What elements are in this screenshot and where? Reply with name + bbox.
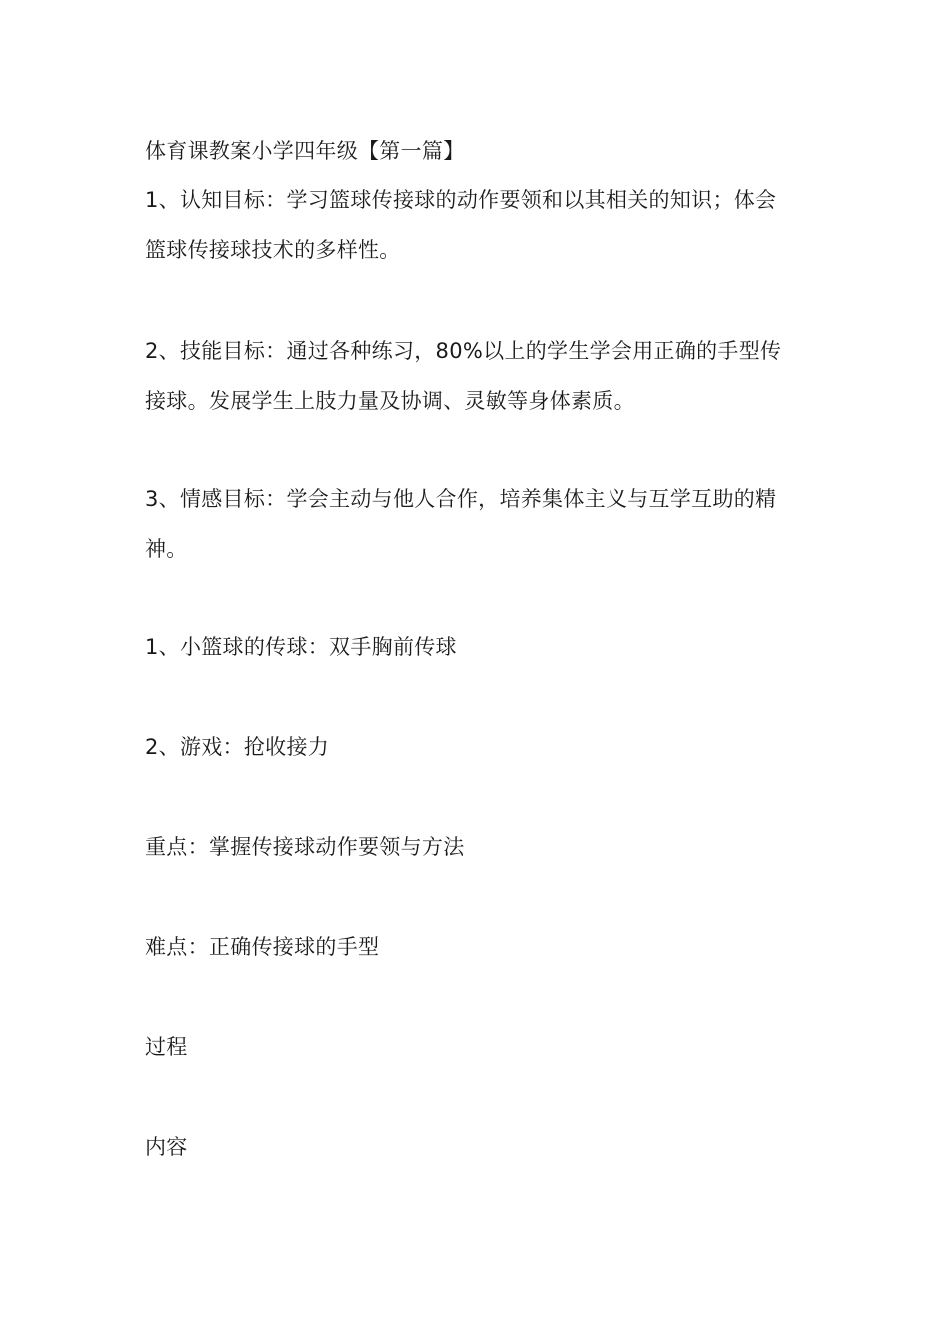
- content-label: 内容: [145, 1135, 188, 1159]
- skill-objective-line-2: 接球。发展学生上肢力量及协调、灵敏等身体素质。: [145, 389, 635, 413]
- affective-objective-line-1: 3、情感目标：学会主动与他人合作，培养集体主义与互学互助的精: [145, 487, 777, 511]
- process-label: 过程: [145, 1035, 188, 1059]
- document-title: 体育课教案小学四年级【第一篇】: [145, 139, 465, 163]
- content-item-2: 2、游戏：抢收接力: [145, 735, 330, 759]
- difficulty-point: 难点：正确传接球的手型: [145, 935, 380, 959]
- cognitive-objective-line-2: 篮球传接球技术的多样性。: [145, 238, 401, 262]
- content-item-1: 1、小篮球的传球：双手胸前传球: [145, 635, 457, 659]
- key-point: 重点：掌握传接球动作要领与方法: [145, 835, 465, 859]
- cognitive-objective-line-1: 1、认知目标：学习篮球传接球的动作要领和以其相关的知识；体会: [145, 188, 777, 212]
- skill-objective-line-1: 2、技能目标：通过各种练习，80%以上的学生学会用正确的手型传: [145, 339, 782, 363]
- affective-objective-line-2: 神。: [145, 537, 188, 561]
